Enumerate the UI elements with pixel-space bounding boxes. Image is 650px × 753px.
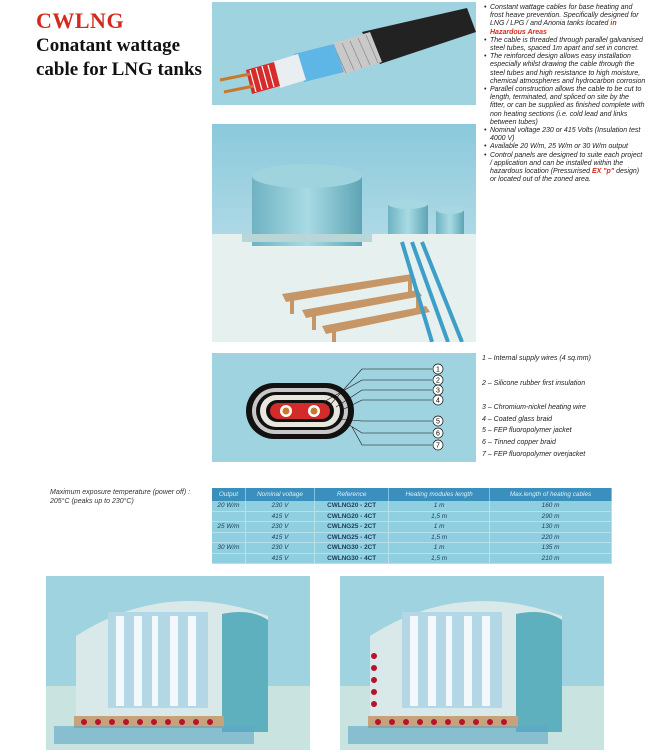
- cell-reference: CWLNG30 - 4CT: [315, 553, 389, 564]
- callout-number: 5: [436, 418, 440, 426]
- table-header-row: [212, 488, 612, 501]
- lng-terminal-image: [212, 124, 476, 342]
- cross-section-diagram: [212, 353, 476, 462]
- column-header: Max.length of heating cables: [490, 488, 612, 501]
- cell-max: 130 m: [490, 522, 612, 533]
- cell-max: 160 m: [490, 501, 612, 511]
- cell-module: 1,5 m: [389, 553, 490, 564]
- exposure-line-1: Maximum exposure temperature (power off) :: [50, 489, 191, 496]
- legend-item: 5 – FEP fluoropolymer jacket: [482, 427, 572, 434]
- cell-output: 20 W/m: [212, 501, 245, 511]
- brand-name: CWLNG: [36, 8, 125, 33]
- cell-voltage: 415 V: [245, 511, 314, 522]
- cell-voltage: 415 V: [245, 553, 314, 564]
- cell-voltage: 230 V: [245, 543, 314, 554]
- cell-module: 1,5 m: [389, 511, 490, 522]
- feature-item: • Constant wattage cables for base heating and frost heave prevention. Specifically designed for LNG / LPG / and Anonia tanks located in Hazardous Areas: [484, 4, 646, 37]
- callout-number: 4: [436, 397, 440, 405]
- feature-item: • The reinforced design allows easy installation especially whilst drawing the cable through the steel tubes and high resistance to high moisture, chemical atmospheres and hydrocarbon corrosion: [484, 53, 646, 86]
- column-header: Output: [212, 488, 245, 501]
- feature-item: • Parallel construction allows the cable to be cut to length, terminated, and spliced on site by the fitter, or can be supplied as finished complete with non heating sections (i.e. cold lead and links between tubes): [484, 86, 646, 127]
- cable-illustration: [212, 2, 476, 105]
- spec-table: [212, 488, 612, 564]
- lng-terminal-illustration: [212, 124, 476, 342]
- exposure-line-2: 205°C (peaks up to 230°C): [50, 498, 134, 505]
- legend-item: 6 – Tinned copper braid: [482, 439, 556, 446]
- callout-number: 6: [436, 430, 440, 438]
- cell-output: [212, 553, 245, 564]
- table-row: [212, 501, 612, 511]
- cross-section-illustration: [212, 353, 476, 462]
- cell-module: 1 m: [389, 522, 490, 533]
- cell-voltage: 230 V: [245, 501, 314, 511]
- cell-voltage: 230 V: [245, 522, 314, 533]
- cell-output: 25 W/m: [212, 522, 245, 533]
- features-list: [484, 4, 646, 184]
- cell-output: 30 W/m: [212, 543, 245, 554]
- feature-item: • The cable is threaded through parallel galvanised steel tubes, spaced 1m apart and set in concret.: [484, 37, 646, 53]
- cell-reference: CWLNG20 - 4CT: [315, 511, 389, 522]
- tank-cutaway-right: [340, 576, 604, 750]
- legend-item: 1 – Internal supply wires (4 sq.mm): [482, 355, 591, 362]
- callout-number: 3: [436, 387, 440, 395]
- legend-item: 7 – FEP fluoropolymer overjacket: [482, 451, 586, 458]
- tank-cutaway-left-image: [46, 576, 310, 750]
- cell-max: 210 m: [490, 553, 612, 564]
- cell-module: 1,5 m: [389, 532, 490, 543]
- title-line-1: Conatant wattage: [36, 35, 181, 56]
- exposure-note: [50, 488, 220, 506]
- feature-item: • Control panels are designed to suite each project / application and can be installed within the hazardous location (Pressurised EX "p" design) or located out of the zoned area.: [484, 152, 646, 185]
- table-row: [212, 543, 612, 554]
- feature-item: • Available 20 W/m, 25 W/m or 30 W/m output: [484, 143, 646, 151]
- callout-number: 2: [436, 377, 440, 385]
- cell-output: [212, 532, 245, 543]
- cell-max: 135 m: [490, 543, 612, 554]
- table-row: [212, 511, 612, 522]
- column-header: Nominal voltage: [245, 488, 314, 501]
- table-row: [212, 522, 612, 533]
- cell-output: [212, 511, 245, 522]
- table-row: [212, 532, 612, 543]
- callout-number: 1: [436, 366, 440, 374]
- cell-reference: CWLNG20 - 2CT: [315, 501, 389, 511]
- tank-cutaway-right-image: [340, 576, 604, 750]
- cell-voltage: 415 V: [245, 532, 314, 543]
- cable-image: [212, 2, 476, 105]
- title-line-2: cable for LNG tanks: [36, 59, 202, 80]
- cell-module: 1 m: [389, 501, 490, 511]
- cell-max: 290 m: [490, 511, 612, 522]
- tank-cutaway-left: [46, 576, 310, 750]
- legend-item: 4 – Coated glass braid: [482, 416, 553, 423]
- legend-item: 2 – Silicone rubber first insulation: [482, 380, 586, 387]
- legend-item: 3 – Chromium-nickel heating wire: [482, 404, 586, 411]
- column-header: Heating modules length: [389, 488, 490, 501]
- column-header: Reference: [315, 488, 389, 501]
- cell-module: 1 m: [389, 543, 490, 554]
- callout-number: 7: [436, 442, 440, 450]
- cell-reference: CWLNG30 - 2CT: [315, 543, 389, 554]
- cell-max: 220 m: [490, 532, 612, 543]
- table-row: [212, 553, 612, 564]
- page-title: [36, 34, 226, 82]
- cell-reference: CWLNG25 - 4CT: [315, 532, 389, 543]
- feature-item: • Nominal voltage 230 or 415 Volts (Insulation test 4000 V): [484, 127, 646, 143]
- cell-reference: CWLNG25 - 2CT: [315, 522, 389, 533]
